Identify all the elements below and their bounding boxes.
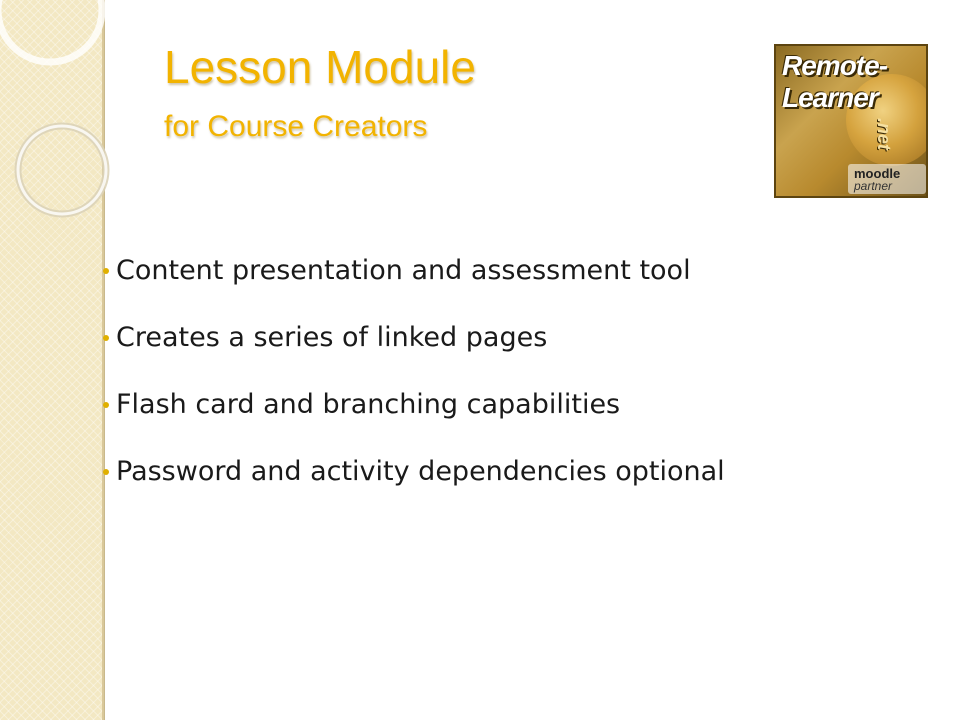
list-item <box>100 313 725 380</box>
logo-text-line2: Learner <box>782 82 878 113</box>
bullet-text: Password and activity dependencies optional <box>116 456 725 487</box>
bullet-list <box>100 246 725 514</box>
bullet-dot-icon <box>103 469 109 475</box>
decorative-circles <box>0 0 140 260</box>
list-item <box>100 380 725 447</box>
bullet-dot-icon <box>103 402 109 408</box>
bullet-text: Flash card and branching capabilities <box>116 389 621 420</box>
list-item <box>100 246 725 313</box>
slide-subtitle: for Course Creators <box>164 110 428 143</box>
remote-learner-logo <box>774 44 928 198</box>
logo-badge-line2: partner <box>854 179 893 193</box>
bullet-dot-icon <box>103 268 109 274</box>
bullet-text: Content presentation and assessment tool <box>116 255 691 286</box>
logo-text-vertical: .net <box>874 118 894 151</box>
slide-title: Lesson Module <box>164 41 476 93</box>
deco-circle-mid-inner <box>18 126 106 214</box>
logo-text-line1: Remote- <box>782 50 888 81</box>
list-item <box>100 447 725 514</box>
logo-badge-line1: moodle <box>854 166 901 181</box>
bullet-dot-icon <box>103 335 109 341</box>
deco-circle-top <box>0 0 102 62</box>
bullet-text: Creates a series of linked pages <box>116 322 548 353</box>
